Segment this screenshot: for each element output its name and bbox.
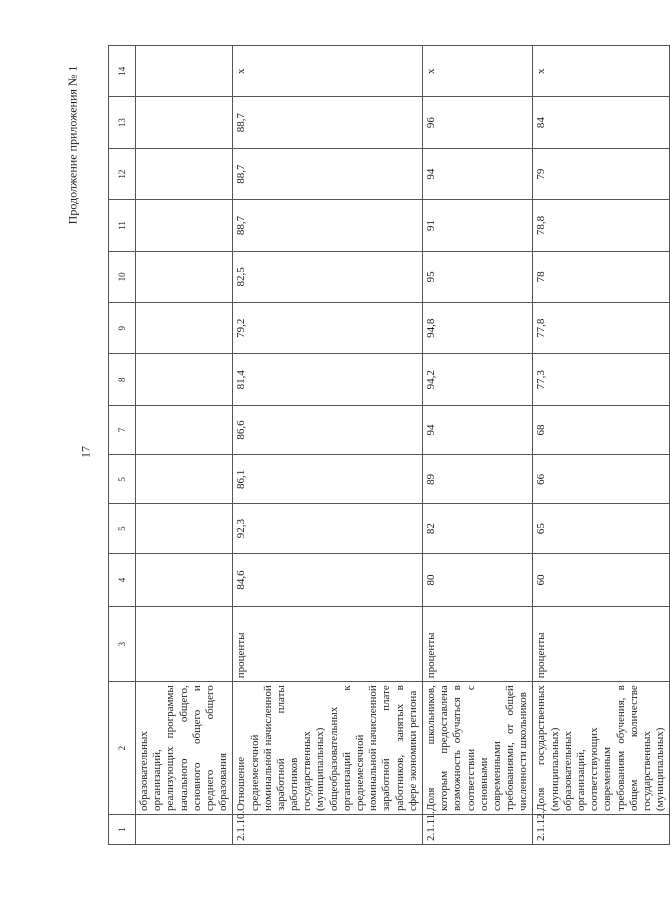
value-cell bbox=[136, 148, 233, 199]
value-cell: 79 bbox=[533, 148, 670, 199]
value-cell: 88,7 bbox=[233, 200, 423, 251]
table-row bbox=[233, 46, 423, 845]
value-cell: 96 bbox=[422, 97, 533, 148]
value-cell: 91 bbox=[422, 200, 533, 251]
column-number: 10 bbox=[109, 251, 136, 302]
table-row bbox=[422, 46, 533, 845]
indicator-description: Отношение среднемесячной номинальной начисленной заработной платы работников государственных (муниципальных) общеобразовательных организаций к среднемесячной номинальной начисленной заработной плате работников, занятых в сфере экономики региона bbox=[233, 682, 423, 815]
value-cell: 89 bbox=[422, 455, 533, 504]
value-cell: 94 bbox=[422, 405, 533, 454]
value-cell: 94,2 bbox=[422, 354, 533, 405]
unit: проценты bbox=[233, 607, 423, 682]
value-cell: 79,2 bbox=[233, 303, 423, 354]
value-cell: 68 bbox=[533, 405, 670, 454]
indicators-table bbox=[108, 45, 670, 845]
row-number: 2.1.12. bbox=[533, 815, 670, 845]
column-number: 5 bbox=[109, 455, 136, 504]
column-number: 1 bbox=[109, 815, 136, 845]
column-number-row bbox=[109, 46, 136, 845]
value-cell: 95 bbox=[422, 251, 533, 302]
value-cell bbox=[136, 553, 233, 607]
column-number: 2 bbox=[109, 682, 136, 815]
value-cell bbox=[136, 455, 233, 504]
value-cell: 92,3 bbox=[233, 504, 423, 553]
table-row bbox=[136, 46, 233, 845]
unit: проценты bbox=[422, 607, 533, 682]
column-number: 3 bbox=[109, 607, 136, 682]
row-number: 2.1.10. bbox=[233, 815, 423, 845]
value-cell: 94,8 bbox=[422, 303, 533, 354]
value-cell: 77,8 bbox=[533, 303, 670, 354]
value-cell bbox=[136, 46, 233, 97]
value-cell: 86,6 bbox=[233, 405, 423, 454]
value-cell: 66 bbox=[533, 455, 670, 504]
value-cell: 82,5 bbox=[233, 251, 423, 302]
unit bbox=[136, 607, 233, 682]
table-row bbox=[533, 46, 670, 845]
column-number: 5 bbox=[109, 504, 136, 553]
indicator-description: Доля школьников, которым предоставлена возможность обучаться в соответствии с основными современными требованиями, от общей численности школьников bbox=[422, 682, 533, 815]
value-cell bbox=[136, 200, 233, 251]
value-cell bbox=[136, 303, 233, 354]
column-number: 12 bbox=[109, 148, 136, 199]
column-number: 4 bbox=[109, 553, 136, 607]
row-number: 2.1.11. bbox=[422, 815, 533, 845]
unit: проценты bbox=[533, 607, 670, 682]
value-cell: х bbox=[233, 46, 423, 97]
value-cell: 80 bbox=[422, 553, 533, 607]
value-cell: 78 bbox=[533, 251, 670, 302]
value-cell: 88,7 bbox=[233, 148, 423, 199]
page-number: 17 bbox=[78, 446, 93, 458]
appendix-caption: Продолжение приложения № 1 bbox=[65, 65, 80, 225]
value-cell bbox=[136, 251, 233, 302]
value-cell: 88,7 bbox=[233, 97, 423, 148]
rotated-table-container bbox=[108, 45, 667, 845]
value-cell bbox=[136, 405, 233, 454]
value-cell: 65 bbox=[533, 504, 670, 553]
value-cell: 82 bbox=[422, 504, 533, 553]
value-cell: 84,6 bbox=[233, 553, 423, 607]
column-number: 13 bbox=[109, 97, 136, 148]
value-cell: 81,4 bbox=[233, 354, 423, 405]
column-number: 9 bbox=[109, 303, 136, 354]
value-cell bbox=[136, 504, 233, 553]
value-cell bbox=[136, 97, 233, 148]
value-cell: х bbox=[422, 46, 533, 97]
indicator-description: образовательных организаций, реализующих программы начального общего, основного общего и среднего общего образования bbox=[136, 682, 233, 815]
value-cell: 78,8 bbox=[533, 200, 670, 251]
column-number: 8 bbox=[109, 354, 136, 405]
value-cell: 94 bbox=[422, 148, 533, 199]
value-cell: х bbox=[533, 46, 670, 97]
value-cell bbox=[136, 354, 233, 405]
value-cell: 60 bbox=[533, 553, 670, 607]
indicator-description: Доля государственных (муниципальных) образовательных организаций, соответствующих современным требованиям обучения, в общем количестве государственных (муниципальных) bbox=[533, 682, 670, 815]
row-number bbox=[136, 815, 233, 845]
value-cell: 86,1 bbox=[233, 455, 423, 504]
column-number: 14 bbox=[109, 46, 136, 97]
column-number: 11 bbox=[109, 200, 136, 251]
value-cell: 77,3 bbox=[533, 354, 670, 405]
column-number: 7 bbox=[109, 405, 136, 454]
value-cell: 84 bbox=[533, 97, 670, 148]
